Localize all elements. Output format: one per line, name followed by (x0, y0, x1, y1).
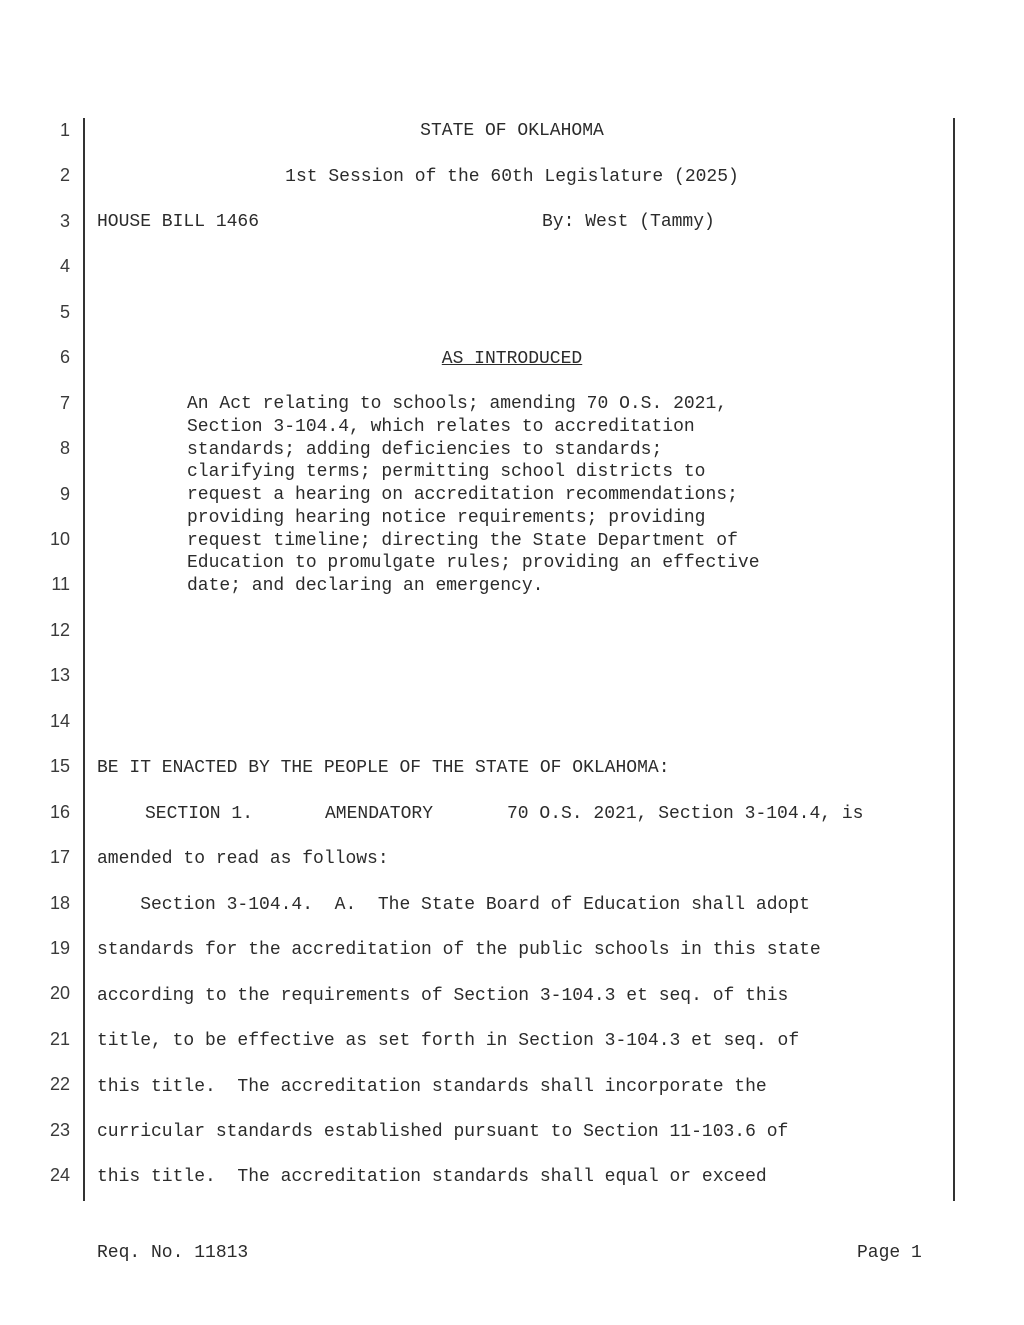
body-line: according to the requirements of Section 3-104.3 et seq. of this (97, 986, 789, 1006)
title-line: standards; adding deficiencies to standards; (187, 440, 663, 460)
line-number: 3 (59, 211, 70, 231)
title-line: date; and declaring an emergency. (187, 576, 544, 596)
line-number: 19 (49, 938, 70, 958)
line-number: 5 (59, 302, 70, 322)
section-type: AMENDATORY (325, 804, 434, 824)
section-citation: 70 O.S. 2021, Section 3-104.4, is (507, 804, 864, 824)
title-line: An Act relating to schools; amending 70 O.S. 2021, (187, 394, 728, 414)
line-number: 6 (59, 347, 70, 367)
line-number: 7 (59, 393, 70, 413)
line-number: 8 (59, 438, 70, 458)
line-number: 2 (59, 165, 70, 185)
line-number: 20 (49, 983, 70, 1003)
status-heading (97, 348, 927, 370)
line-number: 13 (49, 665, 70, 685)
title-line: providing hearing notice requirements; providing (187, 508, 706, 528)
line-number: 23 (49, 1120, 70, 1140)
status-label: AS INTRODUCED (441, 349, 583, 369)
enacting-clause: BE IT ENACTED BY THE PEOPLE OF THE STATE OF OKLAHOMA: (97, 758, 670, 778)
title-line: Section 3-104.4, which relates to accreditation (187, 417, 695, 437)
bill-author: By: West (Tammy) (542, 212, 715, 232)
line-number: 14 (49, 711, 70, 731)
section-label: SECTION 1. (145, 804, 254, 824)
body-line: curricular standards established pursuant to Section 11-103.6 of (97, 1122, 789, 1142)
page-number: Page 1 (857, 1243, 922, 1263)
line-number: 4 (59, 256, 70, 276)
title-line: Education to promulgate rules; providing an effective (187, 553, 760, 573)
line-number: 10 (49, 529, 70, 549)
title-line: request a hearing on accreditation recommendations; (187, 485, 738, 505)
line-number: 24 (49, 1165, 70, 1185)
line-number: 22 (49, 1074, 70, 1094)
line-number: 11 (51, 574, 70, 594)
title-line: request timeline; directing the State Department of (187, 531, 738, 551)
bill-number: HOUSE BILL 1466 (97, 212, 260, 232)
body-line: standards for the accreditation of the public schools in this state (97, 940, 821, 960)
line-number: 9 (59, 484, 70, 504)
request-number: Req. No. 11813 (97, 1243, 249, 1263)
line-number: 18 (49, 893, 70, 913)
right-margin-rule (953, 118, 955, 1201)
body-line: this title. The accreditation standards shall equal or exceed (97, 1167, 767, 1187)
left-margin-rule (83, 118, 85, 1201)
session-heading: 1st Session of the 60th Legislature (2025) (285, 167, 739, 187)
section-continuation: amended to read as follows: (97, 849, 389, 869)
line-number: 15 (49, 756, 70, 776)
line-number: 1 (59, 120, 70, 140)
body-line: this title. The accreditation standards shall incorporate the (97, 1077, 767, 1097)
line-number: 21 (49, 1029, 70, 1049)
body-line: Section 3-104.4. A. The State Board of Education shall adopt (97, 895, 810, 915)
line-number: 16 (49, 802, 70, 822)
title-line: clarifying terms; permitting school districts to (187, 462, 706, 482)
body-line: title, to be effective as set forth in Section 3-104.3 et seq. of (97, 1031, 800, 1051)
state-heading: STATE OF OKLAHOMA (420, 121, 604, 141)
line-number: 12 (49, 620, 70, 640)
line-number: 17 (49, 847, 70, 867)
